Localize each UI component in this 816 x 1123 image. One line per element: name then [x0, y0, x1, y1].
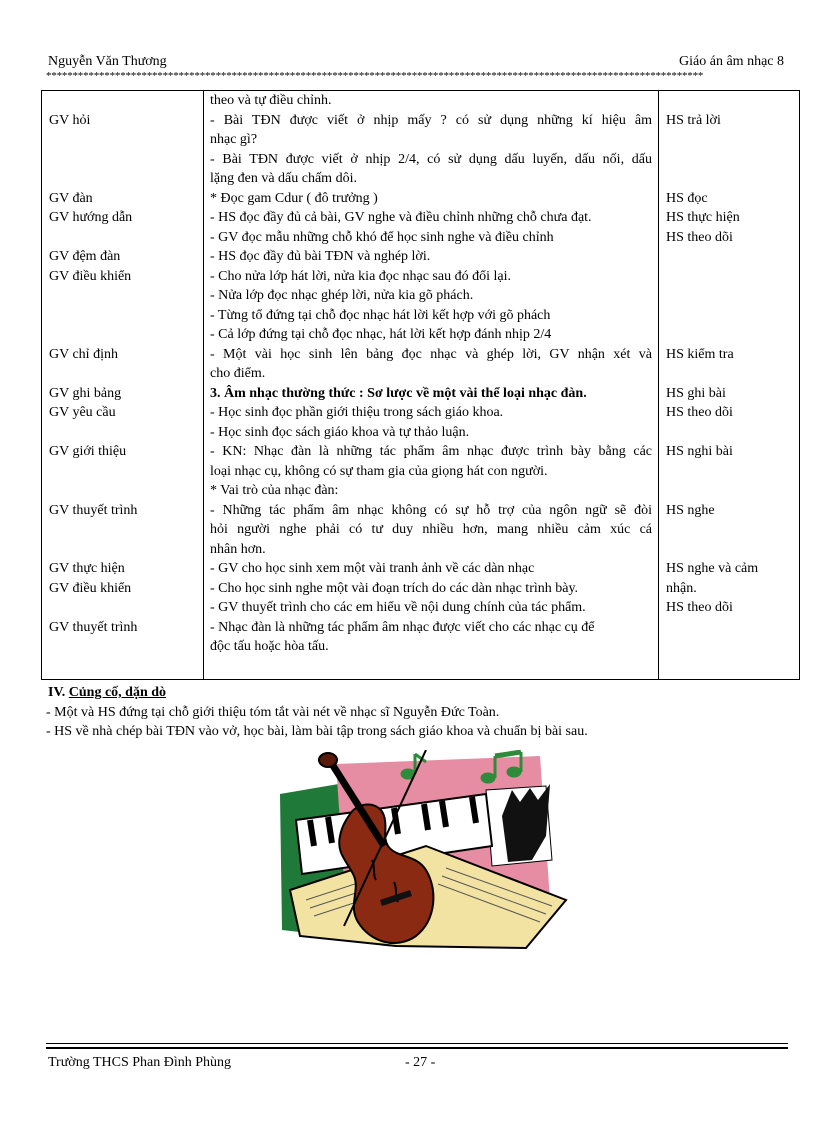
teacher-cell: GV đàn: [49, 190, 93, 206]
content-line: theo và tự điều chỉnh.: [210, 93, 332, 108]
content-line: - Cho học sinh nghe một vài đoạn trích do các dàn nhạc trình bày.: [210, 580, 579, 596]
content-line: - HS đọc đầy đủ bài TĐN và nghép lời.: [210, 249, 431, 264]
content-line: - GV thuyết trình cho các em hiểu về nội dung chính của tác phẩm.: [210, 600, 586, 615]
section-4-heading: [48, 683, 588, 703]
content-line: 3. Âm nhạc thường thức : Sơ lược về một vài thể loại nhạc đàn.: [210, 385, 587, 401]
content-column: [204, 91, 659, 680]
teacher-cell: GV chỉ định: [49, 346, 118, 362]
content-line: - Cả lớp đứng tại chỗ đọc nhạc, hát lời kết hợp đánh nhịp 2/4: [210, 327, 552, 342]
teacher-cell: GV thực hiện: [49, 561, 125, 576]
section-4-title: Củng cố, dặn dò: [68, 685, 167, 700]
student-cell: [659, 169, 799, 189]
teacher-cell: [42, 286, 203, 306]
student-cell: [659, 462, 799, 482]
student-cell: [659, 91, 799, 111]
section-4-line: - Một và HS đứng tại chỗ giới thiệu tóm tắt vài nét về nhạc sĩ Nguyễn Đức Toàn.: [46, 704, 500, 720]
section-4-number: IV.: [48, 685, 66, 700]
teacher-cell: [42, 306, 203, 326]
teacher-cell: GV điều khiển: [49, 268, 132, 284]
section-4-line: - HS về nhà chép bài TĐN vào vở, học bài, làm bài tập trong sách giáo khoa và chuẩn bị bài sau.: [46, 724, 588, 739]
student-cell: [659, 130, 799, 150]
content-line: cho điểm.: [210, 366, 266, 381]
student-cell: [659, 150, 799, 170]
teacher-cell: GV hướng dẫn: [49, 210, 133, 225]
content-line: nhân hơn.: [210, 541, 266, 557]
student-cell: HS đọc: [666, 190, 708, 206]
content-line: - GV cho học sinh xem một vài tranh ảnh về các dàn nhạc: [210, 561, 535, 576]
violin-clipart: [276, 750, 568, 950]
student-activity-column: [659, 91, 800, 680]
student-cell: [659, 286, 799, 306]
content-line: - Cho nửa lớp hát lời, nửa kia đọc nhạc sau đó đổi lại.: [210, 268, 511, 284]
teacher-cell: [42, 130, 203, 150]
teacher-activity-column: [42, 91, 204, 680]
content-line: độc tấu hoặc hòa tấu.: [210, 639, 329, 654]
content-line: lặng đen và dấu chấm dôi.: [210, 171, 357, 186]
content-line: - Từng tổ đứng tại chỗ đọc nhạc hát lời kết hợp với gõ phách: [210, 307, 551, 323]
student-cell: HS kiểm tra: [666, 346, 734, 362]
footer-rule-bottom: [46, 1047, 788, 1049]
footer-school: Trường THCS Phan Đình Phùng: [48, 1055, 232, 1070]
teacher-cell: GV điều khiển: [49, 580, 132, 596]
content-line: loại nhạc cụ, không có sự tham gia của giọng hát con người.: [210, 463, 548, 479]
footer-rule-top: [46, 1043, 788, 1044]
student-cell: [659, 520, 799, 540]
student-cell: [659, 423, 799, 443]
teacher-cell: [42, 169, 203, 189]
content-line: - Học sinh đọc sách giáo khoa và tự thảo luận.: [210, 424, 470, 440]
teacher-cell: GV ghi bảng: [49, 385, 122, 401]
student-cell: HS theo dõi: [666, 600, 733, 615]
student-cell: [659, 637, 799, 657]
teacher-cell: [42, 462, 203, 482]
header-author: Nguyễn Văn Thương: [48, 54, 167, 69]
student-cell: [659, 481, 799, 501]
teacher-cell: [42, 520, 203, 540]
teacher-cell: [42, 637, 203, 657]
content-line: - KN: Nhạc đàn là những tác phẩm âm nhạc được trình bày bằng các: [210, 444, 652, 459]
student-cell: [659, 618, 799, 638]
teacher-cell: [42, 423, 203, 443]
student-cell: HS nghe: [666, 502, 715, 518]
teacher-cell: [42, 481, 203, 501]
student-cell: HS nghi bài: [666, 444, 733, 459]
content-line: - Nhạc đàn là những tác phẩm âm nhạc được viết cho các nhạc cụ để: [210, 619, 595, 635]
student-cell: [659, 364, 799, 384]
header-star-rule: ****************************************************************************************************************************: [46, 70, 704, 82]
teacher-cell: GV thuyết trình: [49, 502, 138, 518]
teacher-cell: GV giới thiệu: [49, 444, 127, 459]
student-cell: HS trả lời: [666, 112, 721, 128]
teacher-cell: [42, 228, 203, 248]
student-cell: [659, 325, 799, 345]
teacher-cell: GV yêu cầu: [49, 405, 116, 420]
student-cell: HS thực hiện: [666, 210, 740, 225]
student-cell: [659, 540, 799, 560]
content-line: nhạc gì?: [210, 132, 258, 147]
student-cell: [659, 267, 799, 287]
content-line: - GV đọc mẫu những chỗ khó để học sinh nghe và điều chỉnh: [210, 229, 554, 245]
student-cell: [659, 247, 799, 267]
teacher-cell: GV thuyết trình: [49, 619, 138, 635]
content-line: - Học sinh đọc phần giới thiệu trong sách giáo khoa.: [210, 405, 504, 420]
student-cell: [659, 306, 799, 326]
teacher-cell: GV hỏi: [49, 112, 91, 128]
page-number: - 27 -: [405, 1055, 436, 1070]
content-line: * Đọc gam Cdur ( đô trưởng ): [210, 190, 378, 206]
content-line: - Bài TĐN được viết ở nhịp 2/4, có sử dụng dấu luyến, dấu nối, dấu: [210, 151, 652, 167]
lesson-table: [41, 90, 800, 680]
content-line: - Những tác phẩm âm nhạc không có sự hỗ trợ của ngôn ngữ sẽ đòi: [210, 502, 652, 518]
teacher-cell: [42, 364, 203, 384]
content-line: * Vai trò của nhạc đàn:: [210, 483, 339, 498]
teacher-cell: GV đệm đàn: [49, 249, 121, 264]
student-cell: HS nghe và cảm: [666, 561, 759, 576]
student-cell: HS ghi bài: [666, 385, 726, 401]
student-cell: HS theo dõi: [666, 405, 733, 420]
teacher-cell: [42, 540, 203, 560]
teacher-cell: [42, 150, 203, 170]
content-line: hỏi người nghe phải có tư duy nhiều hơn, mang nhiều cảm xúc cá: [210, 522, 652, 537]
content-line: - Một vài học sinh lên bảng đọc nhạc và ghép lời, GV nhận xét và: [210, 346, 652, 362]
content-line: - Bài TĐN được viết ở nhịp mấy ? có sử dụng những kí hiệu âm: [210, 112, 652, 128]
student-cell: nhận.: [666, 580, 697, 596]
content-line: - HS đọc đầy đủ cả bài, GV nghe và điều chỉnh những chỗ chưa đạt.: [210, 210, 592, 225]
content-line: - Nửa lớp đọc nhạc ghép lời, nửa kia gõ phách.: [210, 288, 474, 303]
section-4: [48, 683, 588, 742]
teacher-cell: [42, 91, 203, 111]
student-cell: HS theo dõi: [666, 229, 733, 245]
header-subject: Giáo án âm nhạc 8: [679, 54, 784, 69]
teacher-cell: [42, 598, 203, 618]
teacher-cell: [42, 325, 203, 345]
